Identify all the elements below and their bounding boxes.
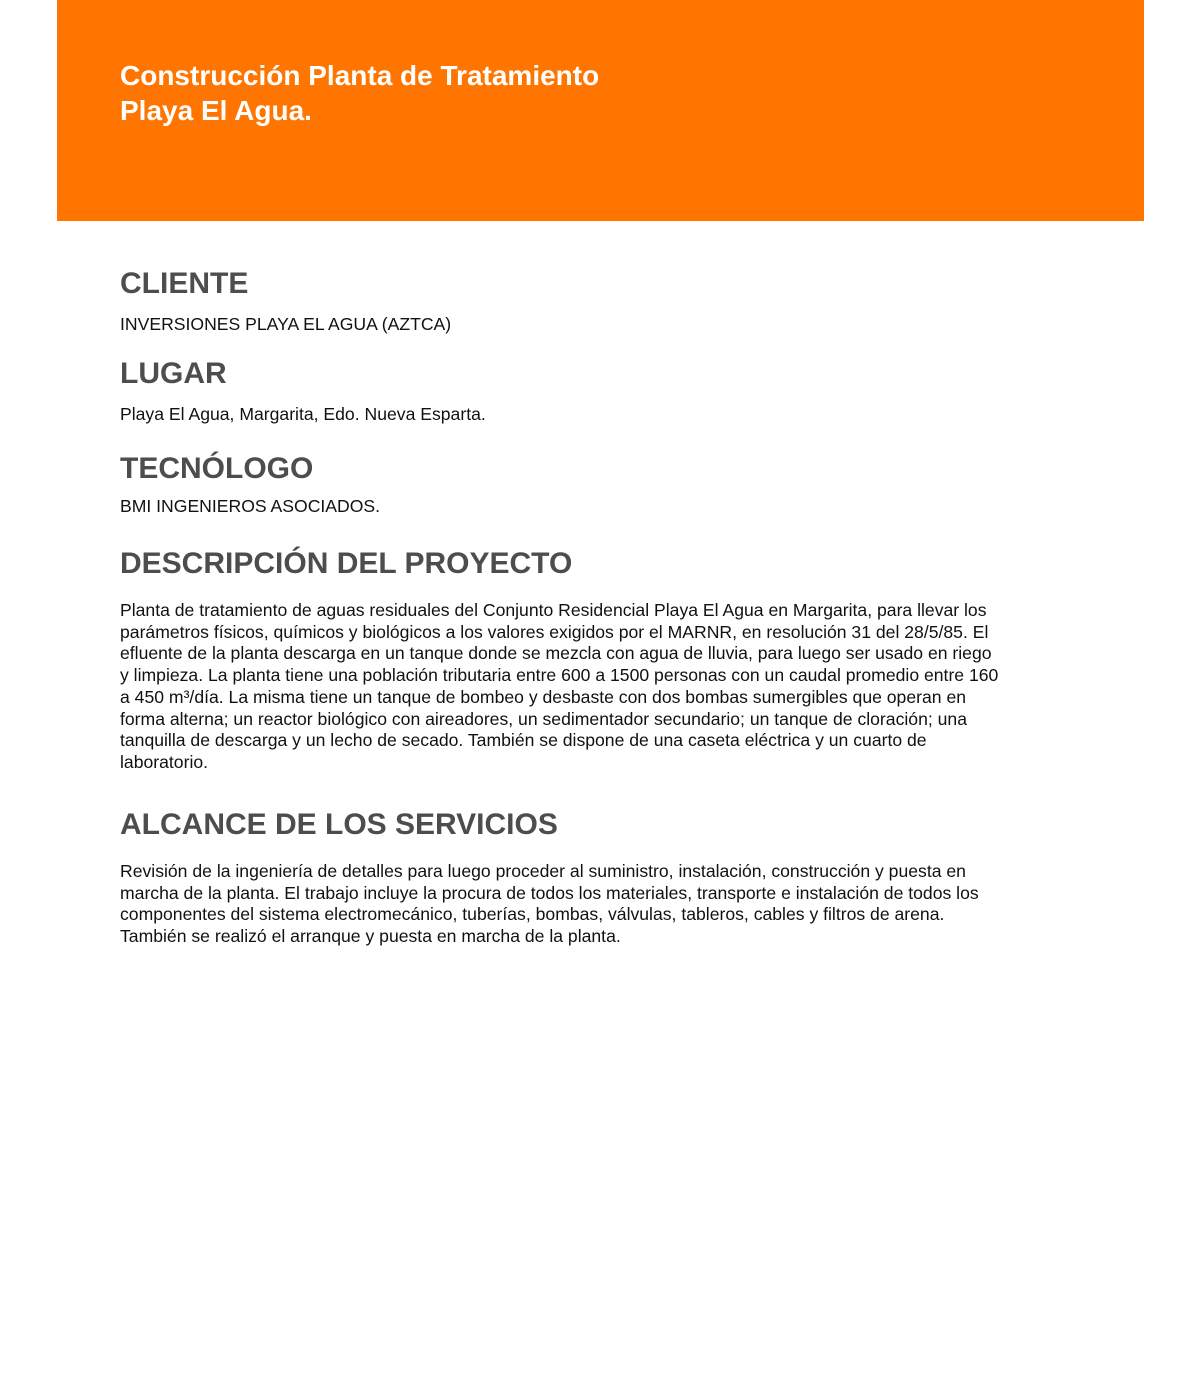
alcance-text: Revisión de la ingeniería de detalles para luego proceder al suministro, instalación, construcción y puesta en marcha de la planta. El trabajo incluye la procura de todos los materiales, transporte e instalación de todos los componentes del sistema electromecánico, tuberías, bombas, válvulas, tableros, cables y filtros de arena. También se realizó el arranque y puesta en marcha de la planta. — [120, 861, 979, 947]
page-title — [120, 58, 820, 128]
lugar-text: Playa El Agua, Margarita, Edo. Nueva Esparta. — [120, 404, 486, 424]
header-banner — [57, 0, 1144, 221]
page-title-line-2: Playa El Agua. — [120, 95, 312, 126]
lugar-heading: LUGAR — [120, 357, 227, 390]
descripcion-text: Planta de tratamiento de aguas residuales del Conjunto Residencial Playa El Agua en Margarita, para llevar los parámetros físicos, químicos y biológicos a los valores exigidos por el MARNR, en resolución 31 del 28/5/85. El efluente de la planta descarga en un tanque donde se mezcla con agua de lluvia, para luego ser usado en riego y limpieza. La planta tiene una población tributaria entre 600 a 1500 personas con un caudal promedio entre 160 a 450 m³/día. La misma tiene un tanque de bombeo y desbaste con dos bombas sumergibles que operan en forma alterna; un reactor biológico con aireadores, un sedimentador secundario; un tanque de cloración; una tanquilla de descarga y un lecho de secado. También se dispone de una caseta eléctrica y un cuarto de laboratorio. — [120, 600, 999, 772]
tecnologo-text: BMI INGENIEROS ASOCIADOS. — [120, 496, 381, 516]
descripcion-heading: DESCRIPCIÓN DEL PROYECTO — [120, 547, 573, 580]
cliente-text: INVERSIONES PLAYA EL AGUA (AZTCA) — [120, 314, 452, 334]
cliente-heading: CLIENTE — [120, 267, 249, 300]
page-title-line-1: Construcción Planta de Tratamiento — [120, 60, 600, 91]
alcance-heading: ALCANCE DE LOS SERVICIOS — [120, 808, 558, 841]
tecnologo-heading: TECNÓLOGO — [120, 452, 314, 485]
